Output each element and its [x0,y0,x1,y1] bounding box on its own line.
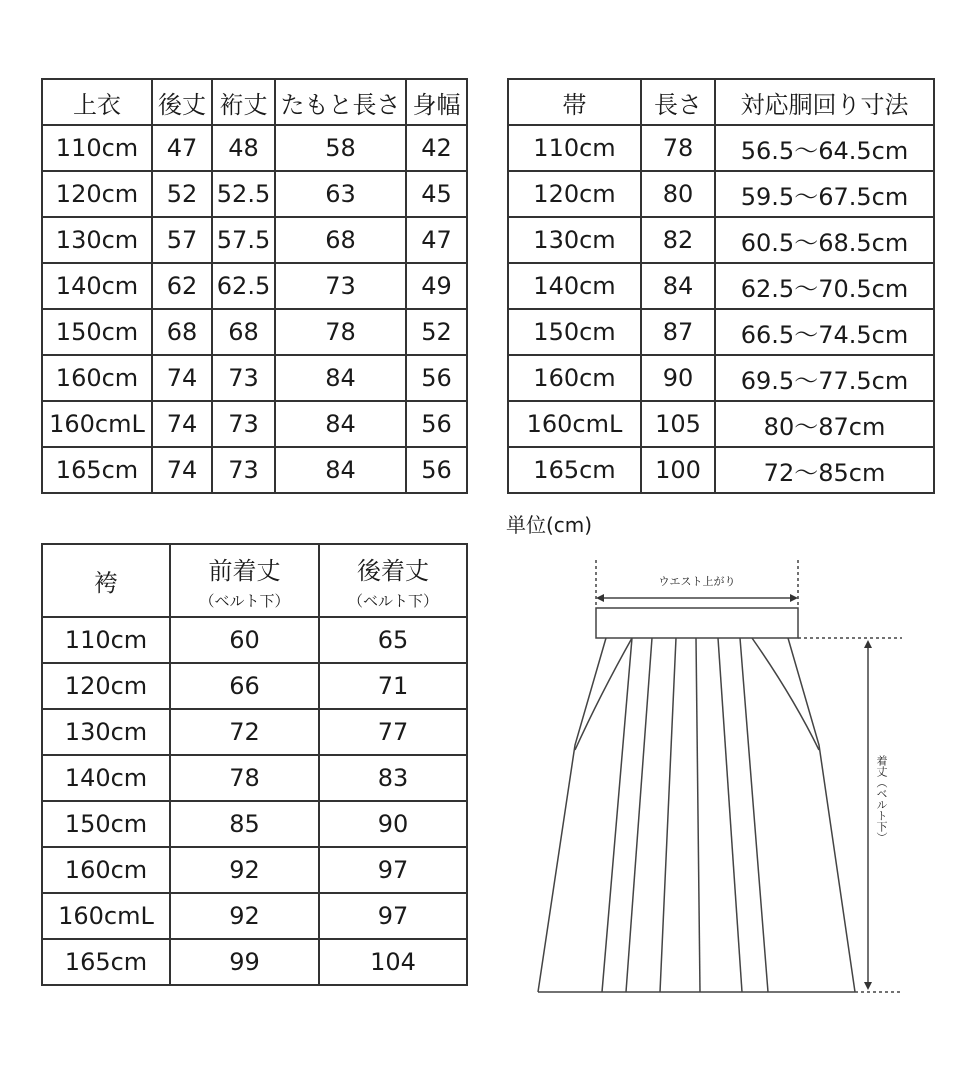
table-row [42,939,467,985]
value-cell: 73 [275,263,406,309]
pleat-line [602,638,632,992]
value-cell: 74 [152,401,212,447]
value-cell: 66.5〜74.5cm [715,309,934,355]
value-cell: 42 [406,125,467,171]
value-cell: 84 [275,447,406,493]
pleat-line [718,638,742,992]
value-cell: 62.5 [212,263,275,309]
value-cell: 60.5〜68.5cm [715,217,934,263]
value-cell: 90 [319,801,467,847]
value-cell: 60 [170,617,319,663]
value-cell: 80〜87cm [715,401,934,447]
size-cell: 110cm [42,125,152,171]
column-header-sub: （ベルト下） [347,591,438,610]
waist-label: ウエスト上がり [658,575,736,588]
table-row [42,125,467,171]
size-cell: 130cm [42,217,152,263]
table-row [42,447,467,493]
value-cell: 80 [641,171,715,217]
waistband [596,608,798,638]
length-arrow-head-bottom [864,982,872,990]
value-cell: 73 [212,355,275,401]
value-cell: 49 [406,263,467,309]
value-cell: 84 [275,401,406,447]
value-cell: 73 [212,447,275,493]
value-cell: 74 [152,355,212,401]
value-cell: 83 [319,755,467,801]
value-cell: 62 [152,263,212,309]
column-header: 上衣 [42,79,152,125]
table-row [42,401,467,447]
column-header-sub: （ベルト下） [199,591,290,610]
value-cell: 97 [319,847,467,893]
value-cell: 78 [170,755,319,801]
value-cell: 72 [170,709,319,755]
table-row [42,847,467,893]
value-cell: 59.5〜67.5cm [715,171,934,217]
table-row [508,263,934,309]
value-cell: 92 [170,847,319,893]
value-cell: 73 [212,401,275,447]
column-header-main: 袴 [94,569,118,597]
pleat-line [740,638,768,992]
value-cell: 56.5〜64.5cm [715,125,934,171]
value-cell: 62.5〜70.5cm [715,263,934,309]
waist-arrow-head-left [596,594,604,602]
table-row [508,447,934,493]
column-header-main: 前着丈 [208,556,281,585]
table-header-row [508,79,934,125]
value-cell: 69.5〜77.5cm [715,355,934,401]
value-cell: 97 [319,893,467,939]
value-cell: 56 [406,447,467,493]
value-cell: 87 [641,309,715,355]
size-cell: 160cmL [508,401,641,447]
value-cell: 56 [406,355,467,401]
size-cell: 110cm [508,125,641,171]
size-cell: 150cm [508,309,641,355]
size-cell: 140cm [42,263,152,309]
pleat-line [626,638,652,992]
column-header: たもと長さ [275,79,406,125]
value-cell: 47 [406,217,467,263]
value-cell: 68 [275,217,406,263]
value-cell: 78 [641,125,715,171]
table-header-row [42,544,467,617]
table-row [508,355,934,401]
hakama-diagram [530,555,910,1005]
value-cell: 84 [275,355,406,401]
value-cell: 68 [152,309,212,355]
table-row [508,309,934,355]
length-label: 着丈（ベルト下） [875,755,888,843]
size-cell: 130cm [508,217,641,263]
side-slit-right [752,638,819,750]
value-cell: 104 [319,939,467,985]
column-header: 対応胴回り寸法 [715,79,934,125]
size-cell: 140cm [42,755,170,801]
column-header [319,544,467,617]
table-row [508,171,934,217]
value-cell: 71 [319,663,467,709]
value-cell: 52 [406,309,467,355]
size-cell: 110cm [42,617,170,663]
value-cell: 85 [170,801,319,847]
column-header: 後丈 [152,79,212,125]
table-row [42,309,467,355]
value-cell: 68 [212,309,275,355]
table-row [42,663,467,709]
column-header [170,544,319,617]
size-cell: 165cm [508,447,641,493]
value-cell: 47 [152,125,212,171]
table-row [42,171,467,217]
value-cell: 74 [152,447,212,493]
value-cell: 99 [170,939,319,985]
obi-size-table [507,78,935,494]
value-cell: 84 [641,263,715,309]
value-cell: 56 [406,401,467,447]
value-cell: 57.5 [212,217,275,263]
value-cell: 52 [152,171,212,217]
value-cell: 100 [641,447,715,493]
value-cell: 58 [275,125,406,171]
value-cell: 77 [319,709,467,755]
pleat-line [660,638,676,992]
size-cell: 160cmL [42,401,152,447]
obi-table-body [508,79,934,493]
size-cell: 120cm [42,663,170,709]
value-cell: 45 [406,171,467,217]
table-row [42,893,467,939]
column-header: 身幅 [406,79,467,125]
value-cell: 78 [275,309,406,355]
table-row [42,617,467,663]
table-row [42,217,467,263]
column-header: 長さ [641,79,715,125]
column-header: 裄丈 [212,79,275,125]
size-cell: 120cm [508,171,641,217]
hakama-size-table [41,543,468,986]
value-cell: 72〜85cm [715,447,934,493]
length-arrow-head-top [864,640,872,648]
table-row [508,217,934,263]
size-cell: 160cmL [42,893,170,939]
jacket-table-body [42,79,467,493]
value-cell: 105 [641,401,715,447]
size-cell: 120cm [42,171,152,217]
skirt-left-edge [538,638,606,992]
table-row [42,755,467,801]
unit-note: 単位(cm) [506,513,593,537]
size-cell: 150cm [42,309,152,355]
column-header: 帯 [508,79,641,125]
table-row [42,355,467,401]
hakama-table-body [42,544,467,985]
pleat-line [696,638,700,992]
size-cell: 165cm [42,447,152,493]
column-header-main: 後着丈 [357,556,429,585]
value-cell: 66 [170,663,319,709]
skirt-right-edge [788,638,855,992]
table-row [508,125,934,171]
table-row [42,263,467,309]
value-cell: 92 [170,893,319,939]
table-row [42,801,467,847]
value-cell: 65 [319,617,467,663]
size-cell: 160cm [42,847,170,893]
table-header-row [42,79,467,125]
size-cell: 150cm [42,801,170,847]
value-cell: 82 [641,217,715,263]
size-cell: 165cm [42,939,170,985]
table-row [508,401,934,447]
waist-arrow-head-right [790,594,798,602]
size-cell: 160cm [42,355,152,401]
size-cell: 160cm [508,355,641,401]
jacket-size-table [41,78,468,494]
size-cell: 140cm [508,263,641,309]
table-row [42,709,467,755]
size-cell: 130cm [42,709,170,755]
column-header [42,544,170,617]
value-cell: 63 [275,171,406,217]
value-cell: 90 [641,355,715,401]
value-cell: 52.5 [212,171,275,217]
value-cell: 48 [212,125,275,171]
value-cell: 57 [152,217,212,263]
